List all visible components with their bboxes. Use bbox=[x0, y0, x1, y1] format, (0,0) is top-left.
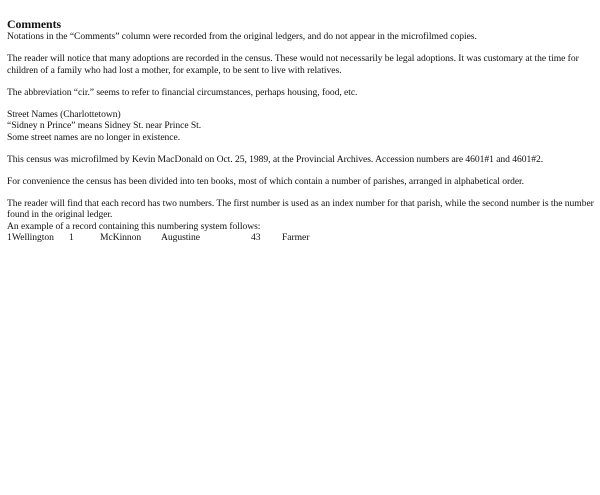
spacer bbox=[7, 98, 595, 108]
spacer bbox=[7, 143, 595, 153]
record-surname: McKinnon bbox=[100, 232, 142, 244]
record-occupation: Farmer bbox=[282, 232, 310, 244]
record-index-number: 1 bbox=[7, 232, 12, 244]
comments-note-paragraph: Notations in the “Comments” column were recorded from the original ledgers, and do not appear in the microfilmed copies. bbox=[7, 31, 477, 42]
example-record-row bbox=[7, 232, 595, 244]
numbering-paragraph: The reader will find that each record has two numbers. The first number is used as an index number for that parish, while the second number is the number found in the original ledger. bbox=[7, 197, 594, 221]
spacer bbox=[7, 76, 595, 86]
adoptions-paragraph: The reader will notice that many adoptions are recorded in the census. These would not necessarily be legal adoptions. It was customary at the time for children of a family who had lost a mother, for example, to be sent to live with relatives. bbox=[7, 52, 579, 76]
spacer bbox=[7, 165, 595, 175]
record-ledger-number: 1 bbox=[69, 232, 74, 244]
street-names-example: “Sidney n Prince” means Sidney St. near Prince St. bbox=[7, 120, 202, 132]
microfilm-paragraph: This census was microfilmed by Kevin MacDonald on Oct. 25, 1989, at the Provincial Archives. Accession numbers are 4601#1 and 4601#2. bbox=[7, 153, 544, 165]
street-names-note: Some street names are no longer in existence. bbox=[7, 131, 181, 143]
street-names-title: Street Names (Charlottetown) bbox=[7, 108, 121, 120]
comments-heading: Comments bbox=[7, 17, 61, 31]
example-intro: An example of a record containing this numbering system follows: bbox=[7, 220, 261, 232]
books-paragraph: For convenience the census has been divided into ten books, most of which contain a number of parishes, arranged in alphabetical order. bbox=[7, 175, 525, 187]
record-given-name: Augustine bbox=[161, 232, 200, 244]
record-parish: Wellington bbox=[12, 232, 54, 244]
document-page bbox=[7, 18, 595, 244]
record-age: 43 bbox=[251, 232, 261, 244]
spacer bbox=[7, 187, 595, 197]
abbreviation-paragraph: The abbreviation “cir.” seems to refer to financial circumstances, perhaps housing, food, etc. bbox=[7, 86, 358, 98]
spacer bbox=[7, 43, 595, 53]
